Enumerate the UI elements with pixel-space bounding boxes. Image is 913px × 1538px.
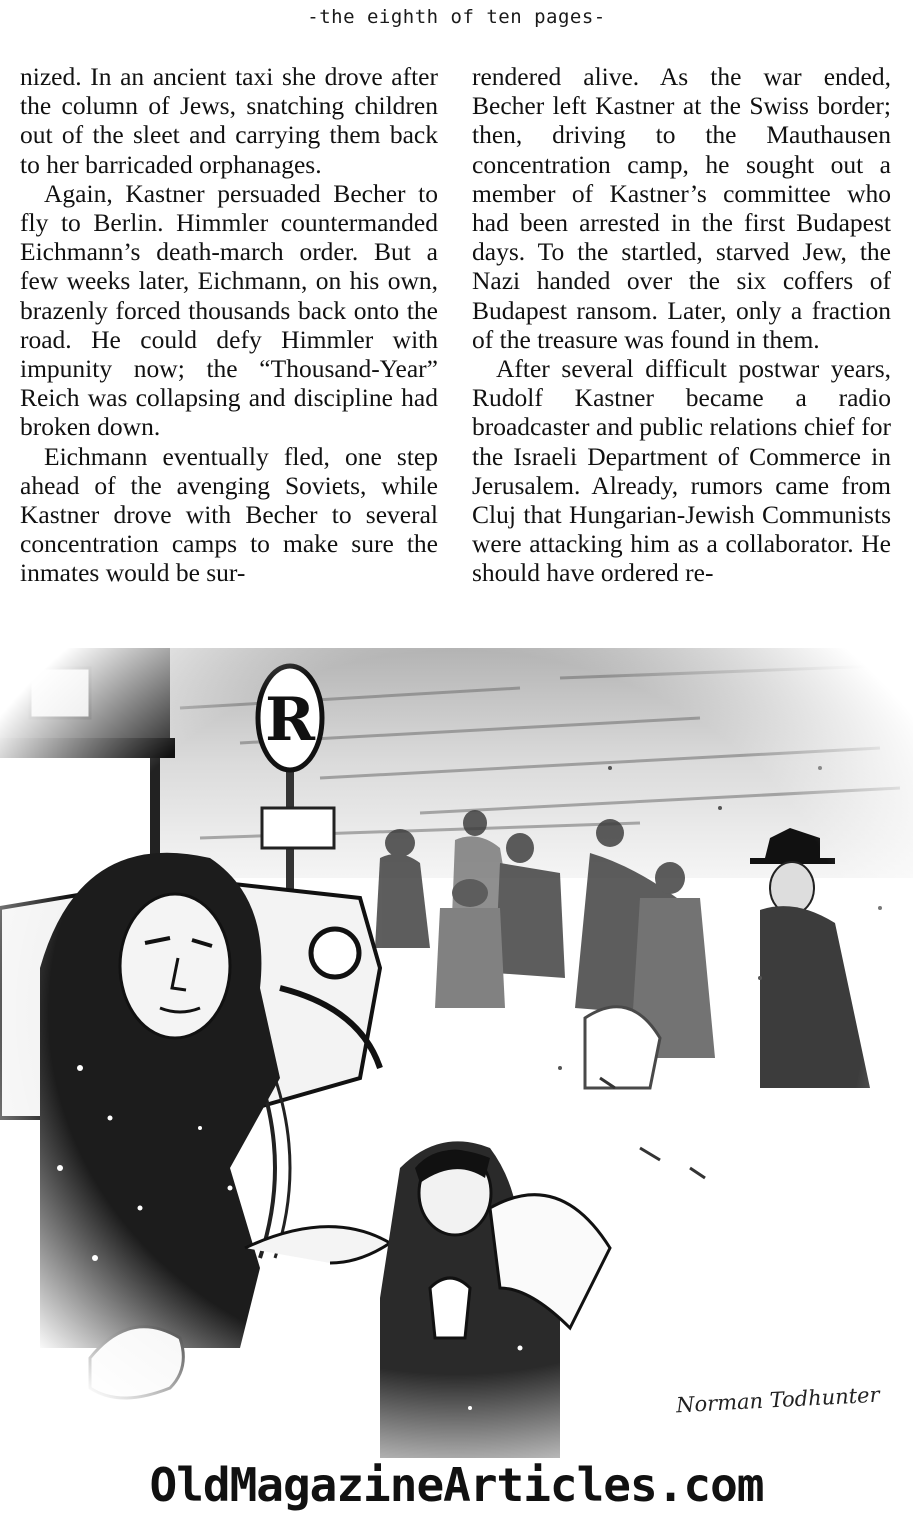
article-column-left	[20, 62, 438, 588]
paragraph: Again, Kastner persuaded Becher to fly to Berlin. Himmler countermanded Eichmann’s death-march order. But a few weeks later, Eichmann, on his own, brazenly forced thousands back onto the road. He could defy Himmler with impunity now; the “Thousand-Year” Reich was collapsing and discipline had broken down.	[20, 178, 438, 442]
article-column-right	[472, 62, 891, 588]
vignette-fade	[0, 648, 913, 1458]
paragraph: rendered alive. As the war ended, Becher left Kastner at the Swiss border; then, driving to the Mauthausen concentration camp, he sought out a member of Kastner’s committee who had been arrested in the first Budapest days. To the startled, starved Jew, the Nazi handed over the six coffers of Budapest ransom. Later, only a fraction of the treasure was found in them.	[472, 62, 891, 354]
running-header: -the eighth of ten pages-	[307, 6, 606, 28]
artist-signature: Norman Todhunter	[675, 1382, 881, 1418]
paragraph: Eichmann eventually fled, one step ahead of the avenging Soviets, while Kastner drove with Becher to several concentration camps to make sure the inmates would be sur-	[20, 441, 438, 588]
site-watermark: OldMagazineArticles.com	[149, 1458, 764, 1512]
article-illustration	[0, 648, 913, 1458]
paragraph: nized. In an ancient taxi she drove after the column of Jews, snatching children out of the sleet and carrying them back to her barricaded orphanages.	[20, 62, 438, 179]
illustration-drawing	[0, 648, 913, 1458]
paragraph: After several difficult postwar years, Rudolf Kastner became a radio broadcaster and public relations chief for the Israeli Department of Commerce in Jerusalem. Already, rumors came from Cluj that Hungarian-Jewish Communists were attacking him as a collaborator. He should have ordered re-	[472, 354, 891, 588]
